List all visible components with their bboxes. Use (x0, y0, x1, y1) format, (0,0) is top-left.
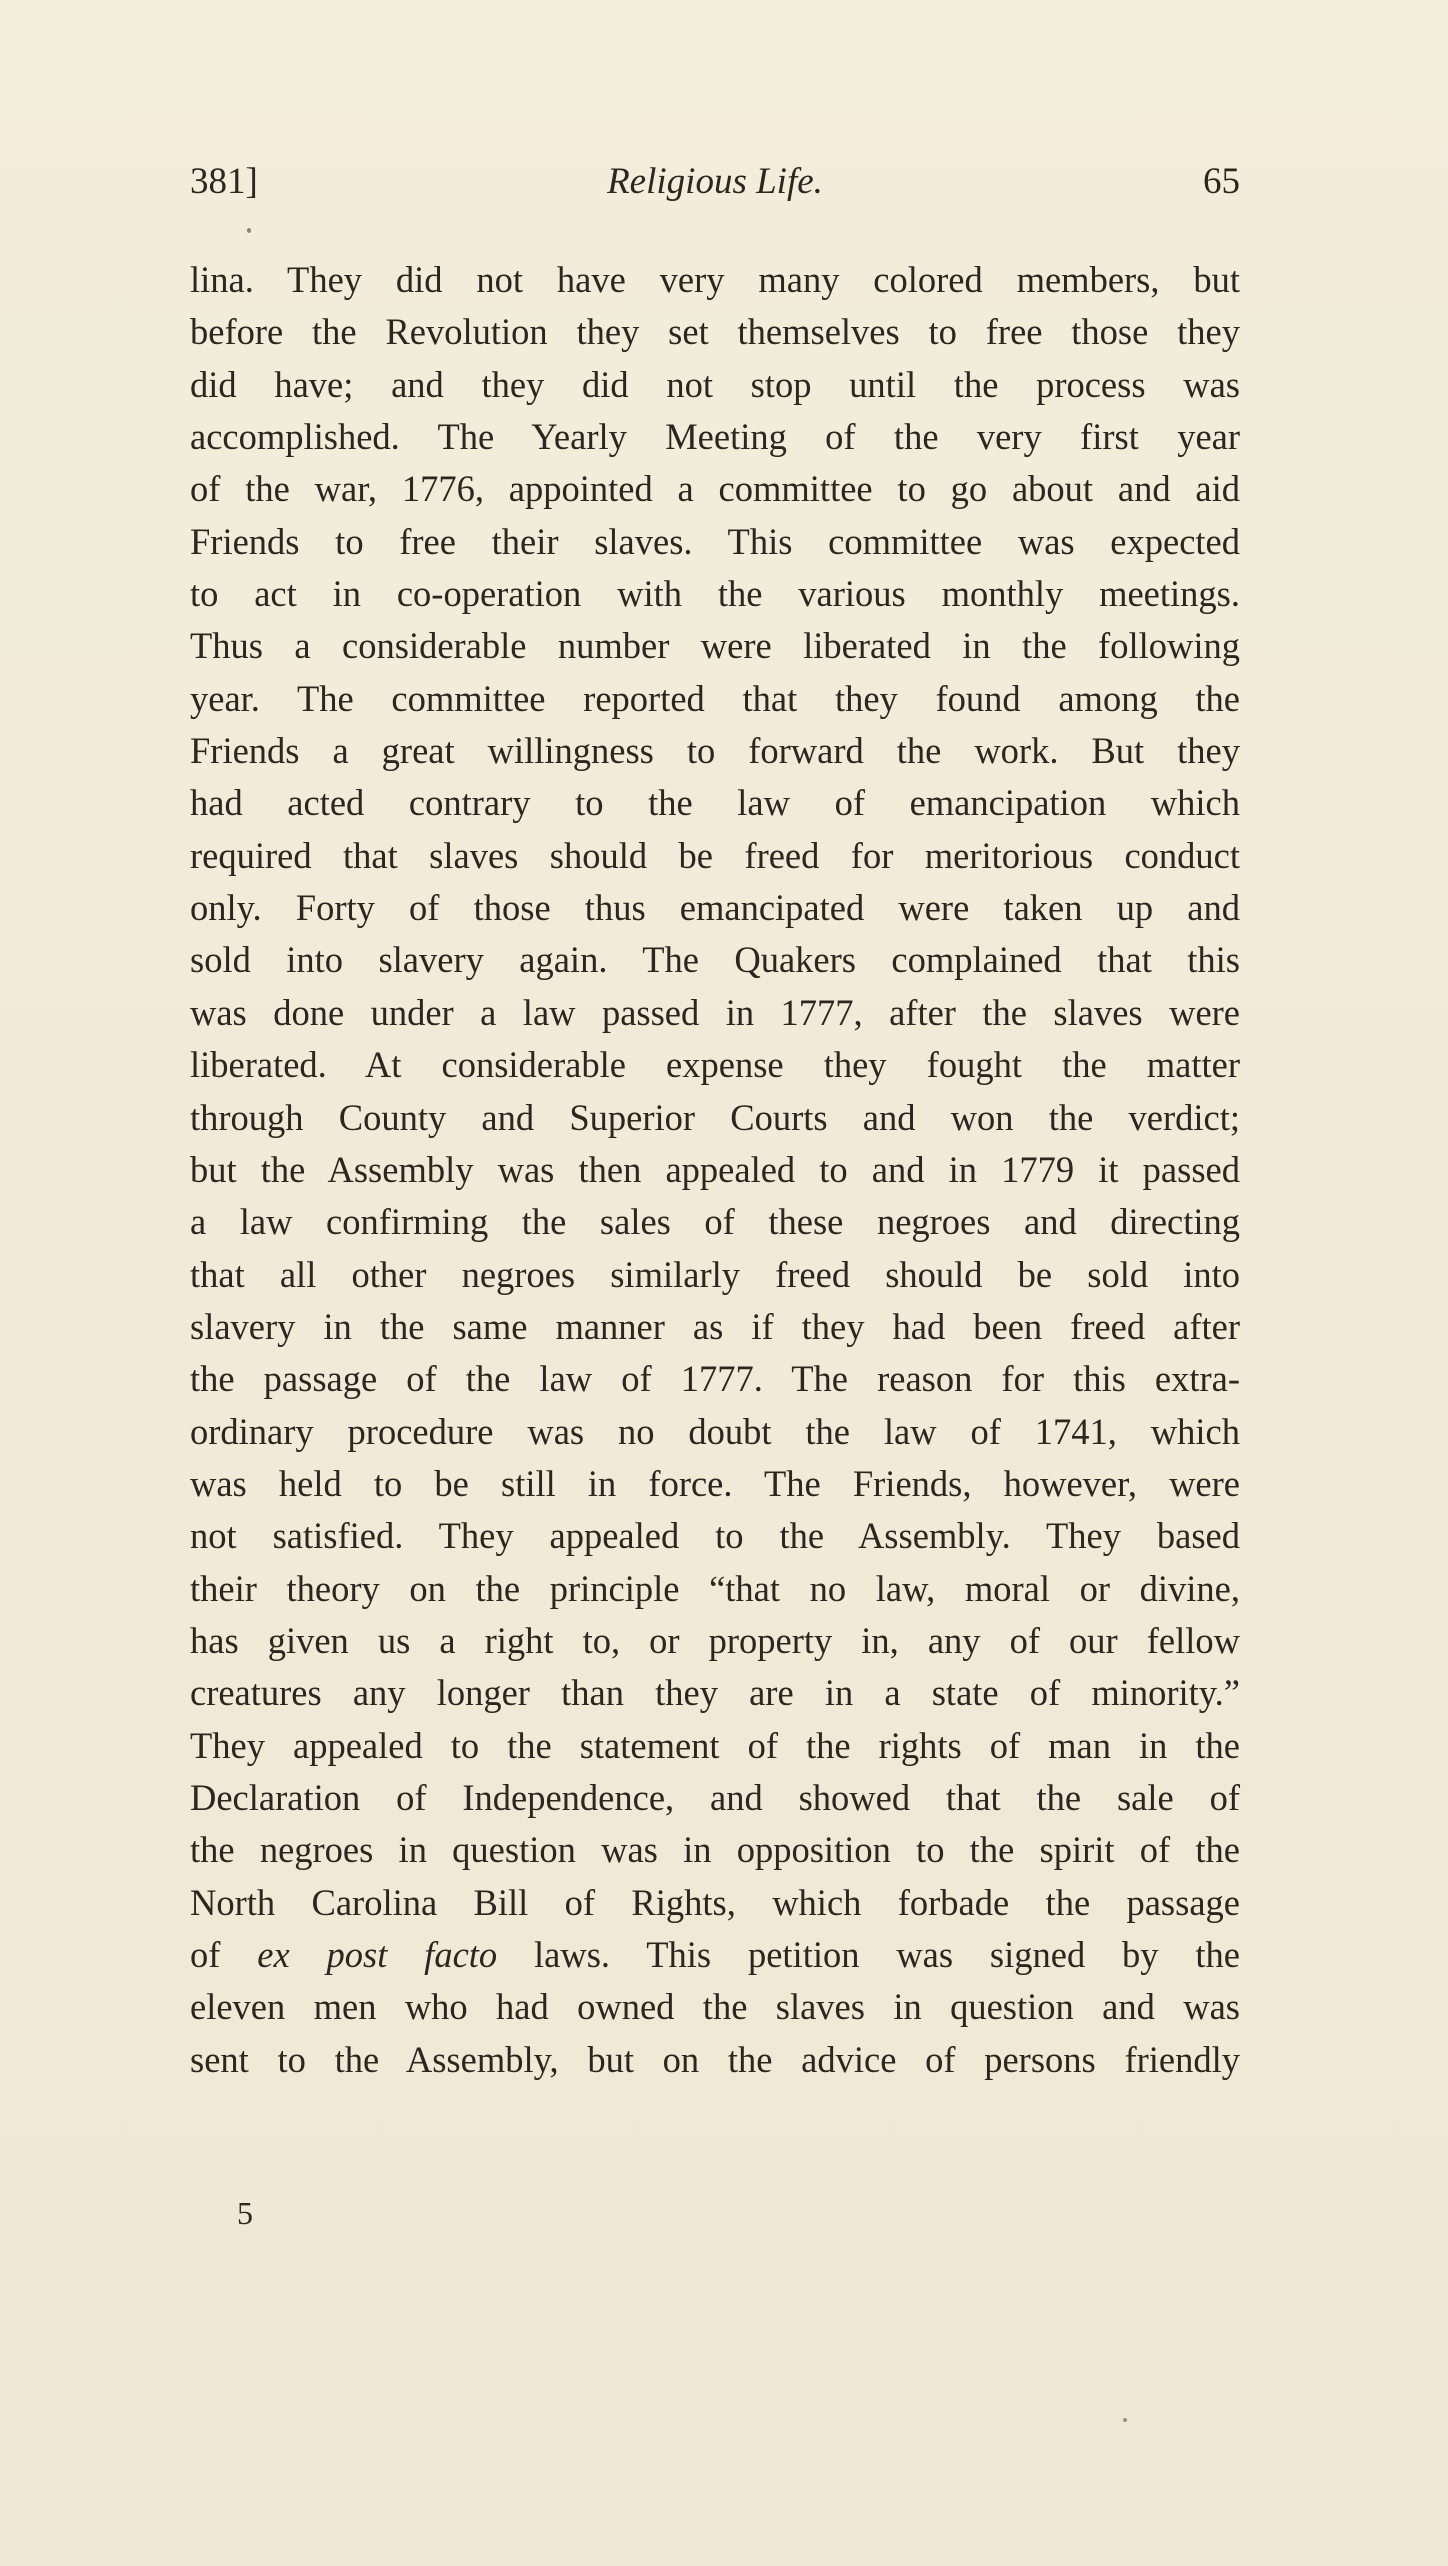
text-line: of the war, 1776, appointed a committee to go about and aid (190, 468, 1240, 510)
text-line: liberated. At considerable expense they fought the matter (190, 1044, 1240, 1086)
running-head (190, 152, 1240, 212)
text-line: North Carolina Bill of Rights, which forbade the passage (190, 1881, 1240, 1923)
text-line: a law confirming the sales of these negroes and directing (190, 1201, 1240, 1243)
text-line: required that slaves should be freed for meritorious conduct (190, 834, 1240, 876)
text-line: through County and Superior Courts and won the verdict; (190, 1096, 1240, 1138)
page-number: 65 (1203, 161, 1240, 202)
text-line: was done under a law passed in 1777, after the slaves were (190, 991, 1240, 1033)
text-line: to act in co-operation with the various monthly meetings. (190, 573, 1240, 615)
text-line: but the Assembly was then appealed to and in 1779 it passed (190, 1148, 1240, 1190)
text-line: their theory on the principle “that no law, moral or divine, (190, 1567, 1240, 1609)
text-line: year. The committee reported that they found among the (190, 677, 1240, 719)
text-line: Declaration of Independence, and showed that the sale of (190, 1776, 1240, 1818)
text-line: ordinary procedure was no doubt the law of 1741, which (190, 1410, 1240, 1452)
text-line: that all other negroes similarly freed should be sold into (190, 1253, 1240, 1295)
text-line: slavery in the same manner as if they had been freed after (190, 1305, 1240, 1347)
text-line: eleven men who had owned the slaves in question and was (190, 1986, 1240, 2028)
text-line: only. Forty of those thus emancipated were taken up and (190, 887, 1240, 929)
text-line: had acted contrary to the law of emancipation which (190, 782, 1240, 824)
body-text (190, 254, 1240, 2086)
text-line-with-italic (190, 1929, 1240, 1981)
text-line: has given us a right to, or property in, any of our fellow (190, 1619, 1240, 1661)
text-line: the passage of the law of 1777. The reason for this extra- (190, 1358, 1240, 1400)
page-reference: 381] (190, 161, 258, 202)
text-line: was held to be still in force. The Friends, however, were (190, 1462, 1240, 1504)
text-line: creatures any longer than they are in a state of minority.” (190, 1672, 1240, 1714)
text-line: not satisfied. They appealed to the Assembly. They based (190, 1515, 1240, 1557)
print-speck (1123, 2418, 1127, 2422)
text-line: sent to the Assembly, but on the advice of persons friendly (190, 2038, 1240, 2080)
running-title: Religious Life. (607, 161, 823, 202)
print-speck (247, 228, 251, 233)
text-line: before the Revolution they set themselves to free those they (190, 311, 1240, 353)
line-prefix: of (190, 1934, 258, 1975)
italic-phrase: ex post facto (257, 1934, 498, 1975)
text-line: did have; and they did not stop until the process was (190, 363, 1240, 405)
text-line: Thus a considerable number were liberated in the following (190, 625, 1240, 667)
text-line: accomplished. The Yearly Meeting of the very first year (190, 416, 1240, 458)
text-line: sold into slavery again. The Quakers complained that this (190, 939, 1240, 981)
text-line: the negroes in question was in opposition to the spirit of the (190, 1829, 1240, 1871)
text-line: lina. They did not have very many colored members, but (190, 259, 1240, 300)
text-line: Friends a great willingness to forward the work. But they (190, 730, 1240, 772)
line-suffix: laws. This petition was signed by the (497, 1934, 1240, 1975)
text-line: They appealed to the statement of the rights of man in the (190, 1724, 1240, 1766)
signature-mark: 5 (237, 2195, 253, 2231)
text-line: Friends to free their slaves. This committee was expected (190, 520, 1240, 562)
